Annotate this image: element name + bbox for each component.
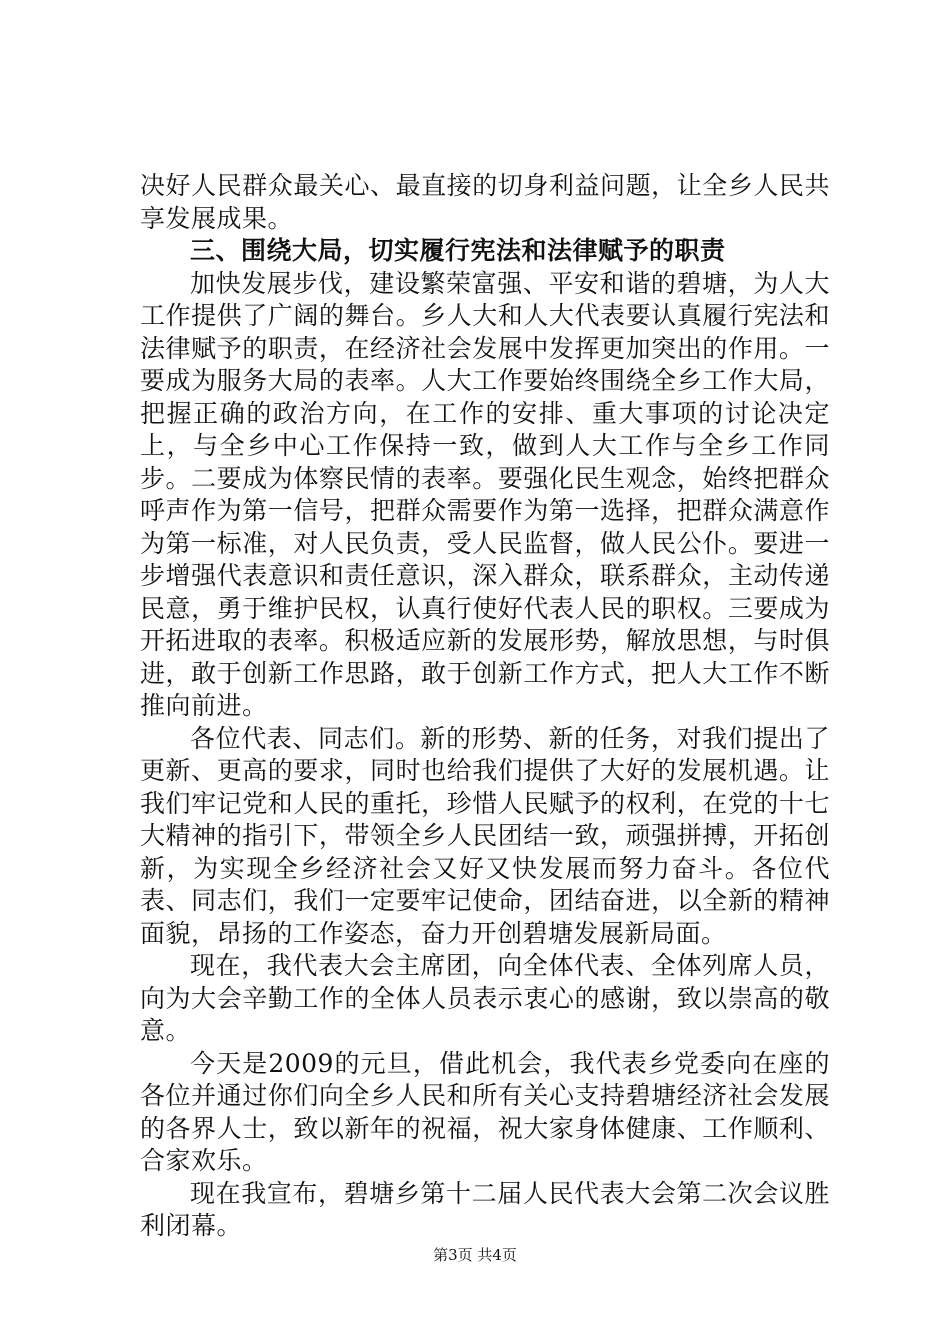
paragraph: 各位代表、同志们。新的形势、新的任务，对我们提出了更新、更高的要求，同时也给我们提供了大好的发展机遇。让我们牢记党和人民的重托，珍惜人民赋予的权利，在党的十七大精神的指引下，带领全乡人民团结一致，顽强拼搏，开拓创新，为实现全乡经济社会又好又快发展而努力奋斗。各位代表、同志们，我们一定要牢记使命，团结奋进，以全新的精神面貌，昂扬的工作姿态，奋力开创碧塘发展新局面。 xyxy=(140,723,830,948)
section-heading: 三、围绕大局，切实履行宪法和法律赋予的职责 xyxy=(190,236,726,265)
paragraph: 现在我宣布，碧塘乡第十二届人民代表大会第二次会议胜利闭幕。 xyxy=(140,1178,830,1240)
paragraph: 今天是2009的元旦，借此机会，我代表乡党委向在座的各位并通过你们向全乡人民和所有关心支持碧塘经济社会发展的各界人士，致以新年的祝福，祝大家身体健康、工作顺利、合家欢乐。 xyxy=(140,1048,830,1175)
paragraph: 加快发展步伐，建设繁荣富强、平安和谐的碧塘，为人大工作提供了广阔的舞台。乡人大和人大代表要认真履行宪法和法律赋予的职责，在经济社会发展中发挥更加突出的作用。一要成为服务大局的表率。人大工作要始终围绕全乡工作大局，把握正确的政治方向，在工作的安排、重大事项的讨论决定上，与全乡中心工作保持一致，做到人大工作与全乡工作同步。二要成为体察民情的表率。要强化民生观念，始终把群众呼声作为第一信号，把群众需要作为第一选择，把群众满意作为第一标准，对人民负责，受人民监督，做人民公仆。要进一步增强代表意识和责任意识，深入群众，联系群众，主动传递民意，勇于维护民权，认真行使好代表人民的职权。三要成为开拓进取的表率。积极适应新的发展形势，解放思想，与时俱进，敢于创新工作思路，敢于创新工作方式，把人大工作不断推向前进。 xyxy=(140,268,830,720)
document-body xyxy=(140,170,830,1243)
paragraph: 现在，我代表大会主席团，向全体代表、全体列席人员，向为大会辛勤工作的全体人员表示衷心的感谢，致以崇高的敬意。 xyxy=(140,951,830,1045)
paragraph-continuation: 决好人民群众最关心、最直接的切身利益问题，让全乡人民共享发展成果。 xyxy=(140,171,830,233)
page-footer: 第3页 共4页 xyxy=(433,1246,517,1264)
